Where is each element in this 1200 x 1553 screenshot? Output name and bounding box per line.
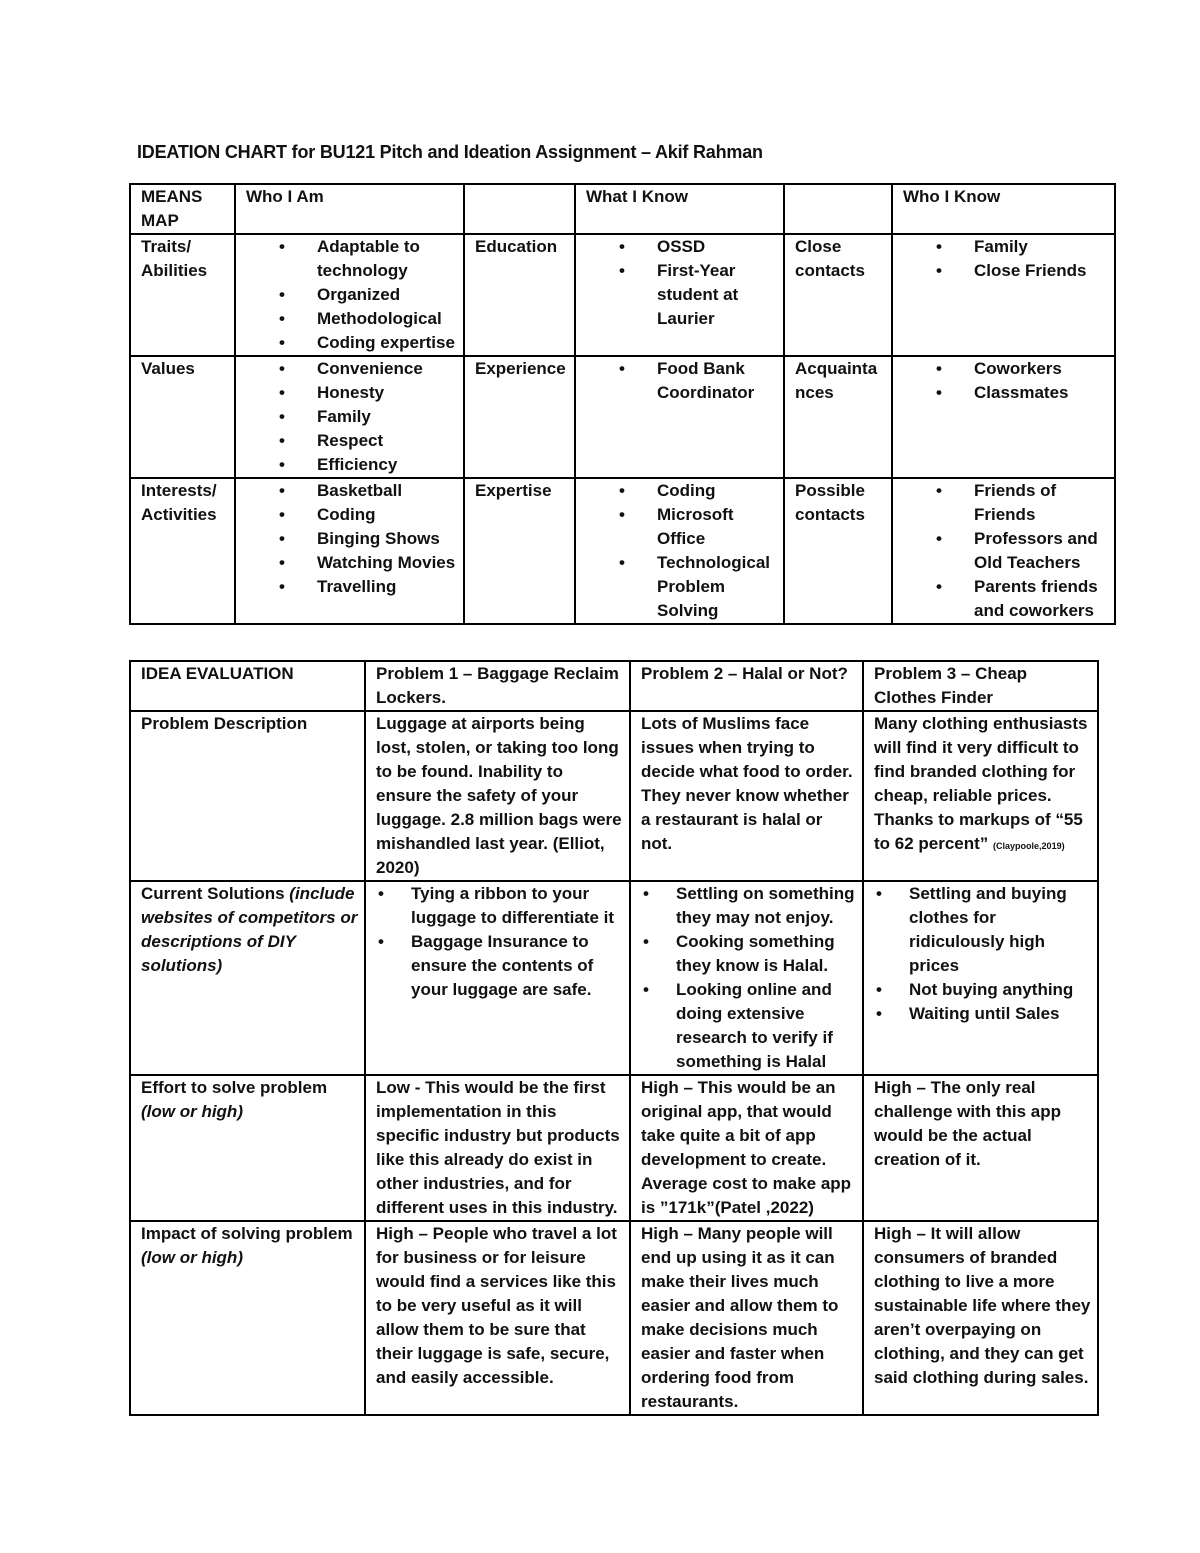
- problem-3-description: Many clothing enthusiasts will find it very difficult to find branded clothing for cheap, reliable prices. Thanks to markups of “55 to 62 percent”: [874, 714, 1088, 853]
- means-map-header-row: [130, 184, 1115, 234]
- problem-2-impact: High – Many people will end up using it as it can make their lives much easier and allow them to make decisions much easier and faster when ordering food from restaurants.: [630, 1221, 863, 1415]
- effort-row: [130, 1075, 1098, 1221]
- list-item: • Food Bank Coordinator: [657, 357, 777, 405]
- list-item: • Efficiency: [317, 453, 457, 477]
- means-map-row: [130, 234, 1115, 356]
- problem-3-solutions: [863, 881, 1098, 1075]
- who-i-know-cell: [892, 234, 1115, 356]
- what-i-know-cell: [575, 356, 784, 478]
- means-map-row: [130, 478, 1115, 624]
- contact-label: Possible contacts: [784, 478, 892, 624]
- problem-2-description: Lots of Muslims face issues when trying to decide what food to order. They never know whether a restaurant is halal or not.: [630, 711, 863, 881]
- row-label: Traits/ Abilities: [130, 234, 235, 356]
- problem-3-description-cell: [863, 711, 1098, 881]
- problem-3-effort: High – The only real challenge with this app would be the actual creation of it.: [863, 1075, 1098, 1221]
- citation: (Claypoole,2019): [993, 841, 1065, 851]
- list-item: • Friends of Friends: [974, 479, 1108, 527]
- list-item: • Coding: [317, 503, 457, 527]
- list-item: • Professors and Old Teachers: [974, 527, 1108, 575]
- problem-1-description: Luggage at airports being lost, stolen, or taking too long to be found. Inability to ensure the safety of your luggage. 2.8 million bags were mishandled last year. (Elliot, 2020): [365, 711, 630, 881]
- problem-1-effort: Low - This would be the first implementation in this specific industry but products like this already do exist in other industries, and for different uses in this industry.: [365, 1075, 630, 1221]
- row-label-note: (include websites of competitors or descriptions of DIY solutions): [141, 884, 358, 975]
- list-item: • Organized: [317, 283, 457, 307]
- list-item: • Coding: [657, 479, 777, 503]
- list-item: • OSSD: [657, 235, 777, 259]
- list-item: • Travelling: [317, 575, 457, 599]
- current-solutions-row: [130, 881, 1098, 1075]
- list-item: • First-Year student at Laurier: [657, 259, 777, 331]
- list-item: • Methodological: [317, 307, 457, 331]
- idea-evaluation-corner: IDEA EVALUATION: [130, 661, 365, 711]
- row-label: Current Solutions: [141, 884, 285, 903]
- problem-2-effort: High – This would be an original app, that would take quite a bit of app development to create. Average cost to make app is ”171k”(Patel ,2022): [630, 1075, 863, 1221]
- row-label: Impact of solving problem: [141, 1224, 353, 1243]
- row-label-cell: [130, 881, 365, 1075]
- list-item: • Family: [317, 405, 457, 429]
- row-label-note: (low or high): [141, 1102, 243, 1121]
- list-item: • Close Friends: [974, 259, 1108, 283]
- know-label: Education: [464, 234, 575, 356]
- row-label-cell: [130, 1075, 365, 1221]
- contact-label: Close contacts: [784, 234, 892, 356]
- what-i-know-header: What I Know: [575, 184, 784, 234]
- who-i-am-cell: [235, 234, 464, 356]
- list-item: • Coworkers: [974, 357, 1108, 381]
- problem-1-impact: High – People who travel a lot for business or for leisure would find a services like this to be very useful as it will allow them to be sure that their luggage is safe, secure, and easily accessible.: [365, 1221, 630, 1415]
- list-item: • Waiting until Sales: [909, 1002, 1091, 1026]
- problem-3-header: Problem 3 – Cheap Clothes Finder: [863, 661, 1098, 711]
- means-map-corner: MEANS MAP: [130, 184, 235, 234]
- list-item: • Tying a ribbon to your luggage to differentiate it: [411, 882, 623, 930]
- who-i-am-header: Who I Am: [235, 184, 464, 234]
- list-item: • Microsoft Office: [657, 503, 777, 551]
- row-label: Interests/ Activities: [130, 478, 235, 624]
- empty-header-cell: [464, 184, 575, 234]
- idea-evaluation-table: [129, 660, 1099, 1416]
- page-title: IDEATION CHART for BU121 Pitch and Ideation Assignment – Akif Rahman: [137, 142, 763, 162]
- who-i-know-header: Who I Know: [892, 184, 1115, 234]
- row-label: Effort to solve problem: [141, 1078, 328, 1097]
- list-item: • Honesty: [317, 381, 457, 405]
- list-item: • Parents friends and coworkers: [974, 575, 1108, 623]
- know-label: Experience: [464, 356, 575, 478]
- list-item: • Settling on something they may not enjoy.: [676, 882, 856, 930]
- means-map-table: [129, 183, 1116, 625]
- means-map-row: [130, 356, 1115, 478]
- impact-row: [130, 1221, 1098, 1415]
- problem-1-solutions: [365, 881, 630, 1075]
- problem-1-header: Problem 1 – Baggage Reclaim Lockers.: [365, 661, 630, 711]
- know-label: Expertise: [464, 478, 575, 624]
- list-item: • Binging Shows: [317, 527, 457, 551]
- who-i-am-cell: [235, 356, 464, 478]
- problem-description-row: [130, 711, 1098, 881]
- row-label: Problem Description: [130, 711, 365, 881]
- what-i-know-cell: [575, 234, 784, 356]
- who-i-am-cell: [235, 478, 464, 624]
- row-label-note: (low or high): [141, 1248, 243, 1267]
- list-item: • Watching Movies: [317, 551, 457, 575]
- empty-header-cell: [784, 184, 892, 234]
- list-item: • Convenience: [317, 357, 457, 381]
- problem-2-header: Problem 2 – Halal or Not?: [630, 661, 863, 711]
- row-label-cell: [130, 1221, 365, 1415]
- problem-2-solutions: [630, 881, 863, 1075]
- list-item: • Cooking something they know is Halal.: [676, 930, 856, 978]
- idea-evaluation-header-row: [130, 661, 1098, 711]
- row-label: Values: [130, 356, 235, 478]
- problem-3-impact: High – It will allow consumers of branded clothing to live a more sustainable life where they aren’t overpaying on clothing, and they can get said clothing during sales.: [863, 1221, 1098, 1415]
- list-item: • Not buying anything: [909, 978, 1091, 1002]
- list-item: • Basketball: [317, 479, 457, 503]
- list-item: • Family: [974, 235, 1108, 259]
- list-item: • Looking online and doing extensive research to verify if something is Halal: [676, 978, 856, 1074]
- list-item: • Adaptable to technology: [317, 235, 457, 283]
- list-item: • Baggage Insurance to ensure the contents of your luggage are safe.: [411, 930, 623, 1002]
- contact-label: Acquaintances: [784, 356, 892, 478]
- list-item: • Coding expertise: [317, 331, 457, 355]
- who-i-know-cell: [892, 356, 1115, 478]
- list-item: • Classmates: [974, 381, 1108, 405]
- who-i-know-cell: [892, 478, 1115, 624]
- list-item: • Respect: [317, 429, 457, 453]
- list-item: • Settling and buying clothes for ridiculously high prices: [909, 882, 1091, 978]
- what-i-know-cell: [575, 478, 784, 624]
- list-item: • Technological Problem Solving: [657, 551, 777, 623]
